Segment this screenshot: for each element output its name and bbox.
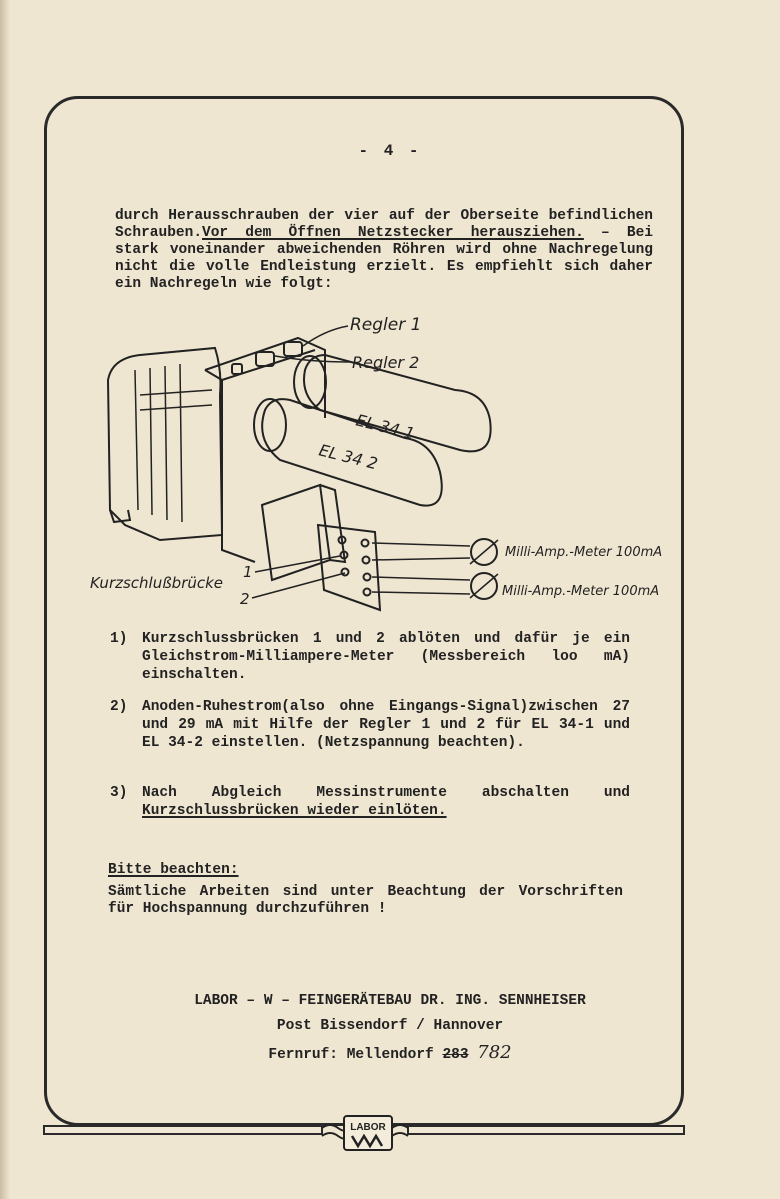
step-2-text: Anoden-Ruhestrom(also ohne Eingangs-Signal)zwischen 27 und 29 mA mit Hilfe der Regler 1 und 2 für EL 34-1 und EL 34-2 einstellen. (Netzspannung beachten). (142, 699, 630, 751)
phone-label: Fernruf: (268, 1047, 339, 1063)
bridge-2-number: 2 (240, 590, 250, 608)
bridge-label: Kurzschlußbrücke (90, 574, 224, 592)
meter-2-label: Milli-Amp.-Meter 100mA (502, 584, 660, 599)
step-1-text: Kurzschlussbrücken 1 und 2 ablöten und dafür je ein Gleichstrom-Milliampere-Meter (Messbereich loo mA) einschalten. (142, 631, 630, 683)
regler-1-label: Regler 1 (350, 315, 422, 335)
terminal-point (342, 569, 349, 576)
bridge-1-number: 1 (243, 563, 253, 581)
note-title: Bitte beachten: (108, 862, 239, 878)
footer-phone (0, 1042, 780, 1063)
terminal-point (364, 589, 371, 596)
footer-company: LABOR – W – FEINGERÄTEBAU DR. ING. SENNHEISER (194, 993, 586, 1009)
tube-2-label: EL 34 2 (317, 440, 380, 474)
step-2 (110, 698, 630, 752)
tube-2-base (254, 399, 286, 451)
transformer-core-lines (135, 364, 212, 522)
terminal-point (362, 540, 369, 547)
labor-logo (0, 1114, 780, 1154)
step-3-number: 3) (110, 785, 128, 801)
meter-2-wire-b (372, 592, 470, 594)
step-3-text-underlined: Kurzschlussbrücken wieder einlöten. (142, 803, 447, 819)
tube-1-label: EL 34 1 (354, 410, 417, 444)
step-3 (110, 784, 630, 820)
note-text: Sämtliche Arbeiten sind unter Beachtung der Vorschriften für Hochspannung durchzuführen ! (108, 884, 623, 917)
chassis-screw (232, 364, 242, 374)
logo-wave-right (392, 1125, 408, 1136)
labor-logo-area (0, 1114, 780, 1154)
regler-2-label: Regler 2 (352, 353, 420, 372)
phone-place: Mellendorf (346, 1047, 434, 1063)
terminal-point (364, 574, 371, 581)
intro-paragraph (115, 208, 653, 293)
meter-1-label: Milli-Amp.-Meter 100mA (505, 545, 663, 560)
meter-1-wire-b (372, 558, 470, 560)
footer-address: Post Bissendorf / Hannover (276, 1018, 504, 1034)
bridge-1-leader (255, 556, 340, 572)
phone-new-number: 782 (477, 1042, 512, 1063)
page-number: - 4 - (358, 142, 422, 160)
intro-warning-underlined: Vor dem Öffnen Netzstecker herausziehen. (202, 225, 584, 241)
logo-bar-left (44, 1126, 322, 1134)
step-3-text (142, 784, 630, 820)
intro-text-2: – Bei stark voneinander abweichenden Röhren wird ohne Nachregelung nicht die volle Endleistung erzielt. Es empfiehlt sich daher ein Nachregeln wie folgt: (115, 225, 653, 292)
step-3-text-plain: Nach Abgleich Messinstrumente abschalten und (142, 785, 630, 801)
phone-old-number: 283 (442, 1047, 469, 1063)
intro-text-1: durch Herausschrauben der vier auf der Oberseite befindlichen Schrauben. (115, 208, 653, 241)
step-2-number: 2) (110, 699, 128, 715)
step-1 (110, 630, 630, 684)
step-1-number: 1) (110, 631, 128, 647)
meter-1-wire-a (372, 543, 470, 546)
amplifier-diagram (0, 300, 780, 620)
logo-text: LABOR (350, 1122, 386, 1133)
terminal-block (262, 485, 345, 580)
regler-1-knob (284, 342, 302, 356)
bridge-2-leader (252, 573, 345, 598)
terminal-point (363, 557, 370, 564)
logo-bar-right (408, 1126, 684, 1134)
meter-2-wire-a (372, 577, 470, 580)
